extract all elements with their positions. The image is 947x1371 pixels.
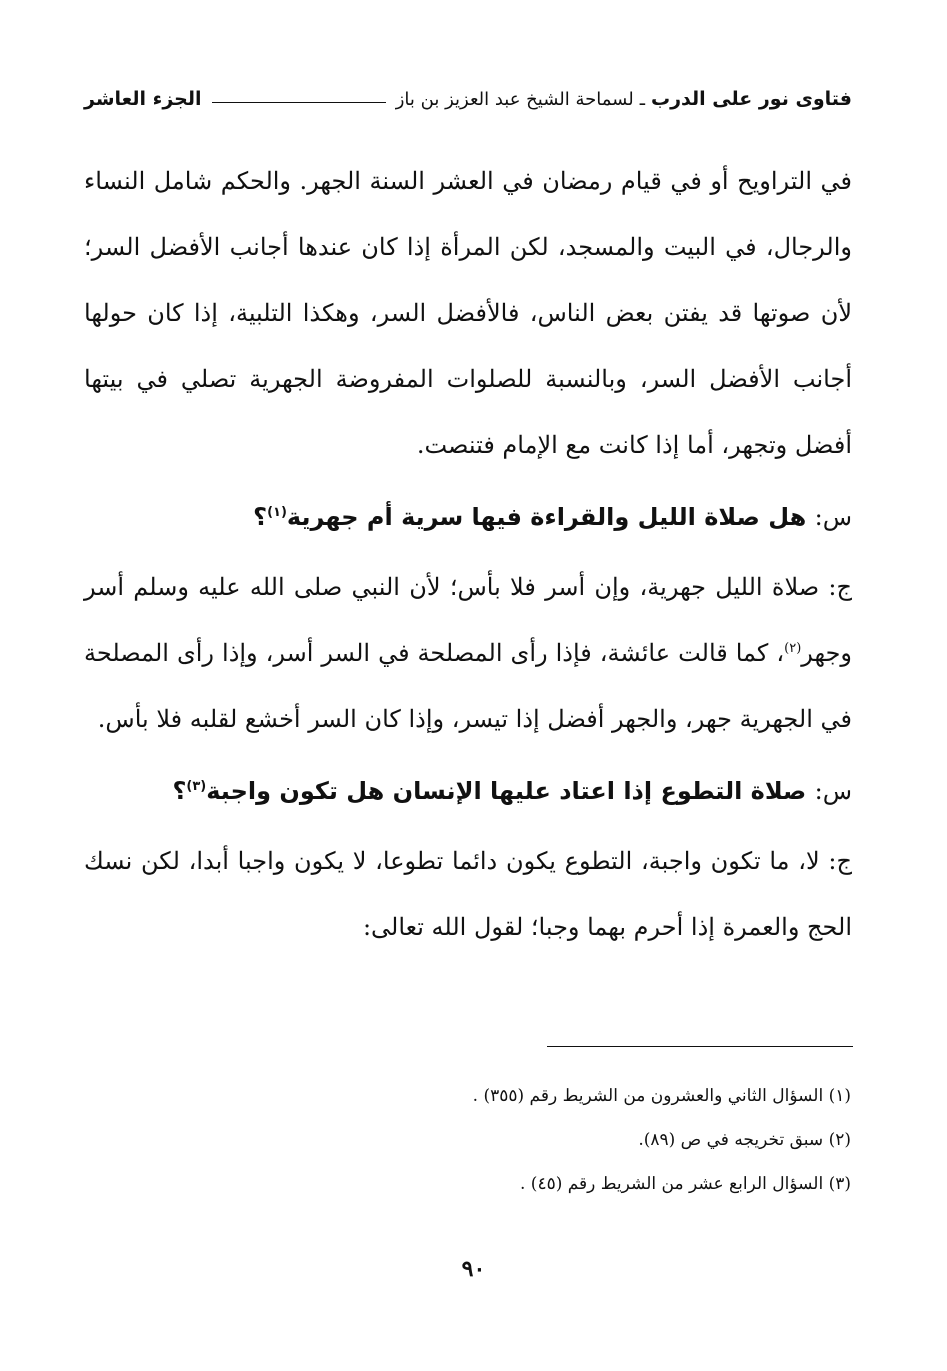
question-2 xyxy=(84,758,852,824)
footnote-1: (١) السؤال الثاني والعشرون من الشريط رقم (٣٥٥) . xyxy=(472,1086,851,1106)
question-prefix: س: xyxy=(814,777,852,805)
answer-text: ، كما قالت عائشة، فإذا رأى المصلحة في السر أسر، وإذا رأى المصلحة في الجهرية جهر، والجهر أفضل إذا تيسر، وإذا كان السر أخشع لقلبه فلا بأس. xyxy=(84,639,852,733)
footnote-rule xyxy=(547,1046,853,1047)
header-rule xyxy=(212,102,386,103)
header-author: لسماحة الشيخ عبد العزيز بن باز xyxy=(395,88,634,110)
page-number: ٩٠ xyxy=(461,1256,486,1282)
answer-2: ج: لا، ما تكون واجبة، التطوع يكون دائما تطوعا، لا يكون واجبا أبدا، لكن نسك الحج والعمرة إذا أحرم بهما وجبا؛ لقول الله تعالى: xyxy=(84,847,852,941)
footnote-3: (٣) السؤال الرابع عشر من الشريط رقم (٤٥) . xyxy=(519,1174,851,1194)
answer-1 xyxy=(84,554,852,752)
footnote-ref-2: (٢) xyxy=(784,641,802,656)
question-mark: ؟ xyxy=(253,503,268,531)
book-title: فتاوى نور على الدرب xyxy=(651,88,852,110)
header-separator: ـ xyxy=(639,88,645,110)
footnotes xyxy=(151,1074,851,1206)
footnote-ref-1: (١) xyxy=(267,505,287,520)
question-text: صلاة التطوع إذا اعتاد عليها الإنسان هل تكون واجبة xyxy=(206,777,807,805)
question-mark: ؟ xyxy=(172,777,187,805)
volume-label: الجزء العاشر xyxy=(84,88,202,110)
question-1 xyxy=(84,484,852,550)
running-header xyxy=(84,82,852,116)
question-text: هل صلاة الليل والقراءة فيها سرية أم جهرية xyxy=(286,503,807,531)
body-text xyxy=(84,148,852,960)
question-prefix: س: xyxy=(814,503,852,531)
footnote-2: (٢) سبق تخريجه في ص (٨٩). xyxy=(638,1130,851,1150)
answer-text: ج: صلاة الليل جهرية، وإن أسر فلا بأس؛ لأن النبي صلى الله عليه وسلم أسر وجهر xyxy=(84,573,852,667)
answer-continuation-paragraph: في التراويح أو في قيام رمضان في العشر السنة الجهر. والحكم شامل النساء والرجال، في البيت والمسجد، لكن المرأة إذا كان عندها أجانب الأفضل السر؛ لأن صوتها قد يفتن بعض الناس، فالأفضل السر، وهكذا التلبية، إذا كان حولها أجانب الأفضل السر، وبالنسبة للصلوات المفروضة الجهرية تصلي في بيتها أفضل وتجهر، أما إذا كانت مع الإمام فتنصت. xyxy=(84,167,852,459)
footnote-ref-3: (٣) xyxy=(186,779,207,794)
